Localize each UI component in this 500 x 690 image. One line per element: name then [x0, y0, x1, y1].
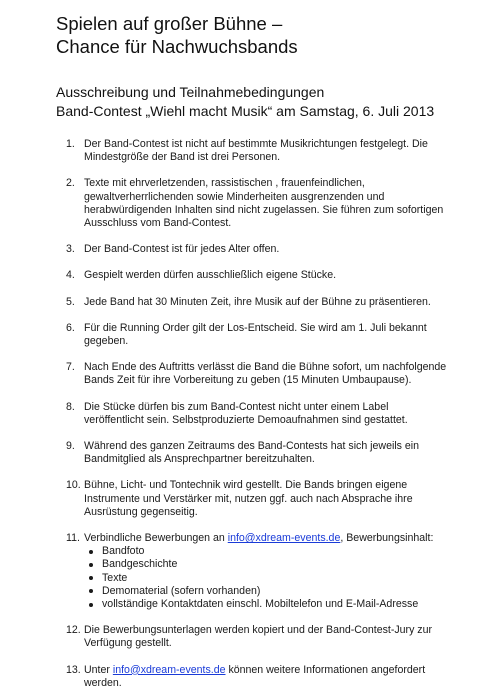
rule-item-10	[66, 479, 456, 519]
rule-text-line	[84, 664, 456, 677]
rule-text-line: Der Band-Contest ist nicht auf bestimmte Musikrichtungen festgelegt. Die	[84, 138, 428, 150]
rule-text-line: gewaltverherrlichenden sowie Minderheiten ausgrenzenden und	[84, 190, 385, 203]
rule-item-2	[66, 177, 456, 230]
rule-text-line: Bühne, Licht- und Tontechnik wird gestellt. Die Bands bringen eigene	[84, 479, 408, 492]
bullet-text: Demomaterial (sofern vorhanden)	[102, 584, 261, 597]
rule-text-line: Texte mit ehrverletzenden, rassistischen , frauenfeindlichen,	[84, 177, 365, 190]
rules-list	[66, 138, 456, 690]
rule-item-13	[66, 664, 456, 690]
rule-item-11	[66, 532, 456, 611]
bullet-item	[84, 545, 456, 558]
rule-text-line: Ausrüstung gegenseitig.	[84, 505, 198, 518]
rule-number: 7.	[66, 361, 75, 374]
rule-number: 2.	[66, 177, 75, 190]
rule-text-line: Instrumente und Verstärker mit, nutzen ggf. auch nach Absprache ihre	[84, 492, 413, 505]
subtitle-line-1: Ausschreibung und Teilnahmebedingungen	[56, 84, 325, 100]
rule-text-line: Jede Band hat 30 Minuten Zeit, ihre Musik auf der Bühne zu präsentieren.	[84, 295, 431, 308]
rule-number: 11.	[66, 532, 80, 545]
email-link[interactable]: info@xdream-events.de	[227, 532, 341, 545]
bullet-text: Texte	[102, 571, 128, 584]
rule-number: 4.	[66, 269, 75, 282]
rule-text-line: Der Band-Contest ist für jedes Alter offen.	[84, 243, 280, 256]
rule-item-4	[66, 269, 456, 282]
rule-number: 9.	[66, 440, 75, 453]
bullet-text: Bandgeschichte	[102, 558, 178, 571]
rule-text-line: Bandmitglied als Ansprechpartner bereitzuhalten.	[84, 453, 315, 466]
rule-number: 3.	[66, 243, 75, 256]
rule-text: Unter	[84, 663, 113, 676]
rule-item-12	[66, 624, 456, 650]
rule-text-line: gegeben.	[84, 335, 129, 348]
rule-text-line: Nach Ende des Auftritts verlässt die Band die Bühne sofort, um nachfolgende	[84, 361, 447, 374]
bullet-item	[84, 585, 456, 598]
rule-item-9	[66, 440, 456, 466]
rule-item-3	[66, 243, 456, 256]
page-title	[56, 12, 298, 58]
rule-item-5	[66, 296, 456, 309]
application-contents-list	[84, 545, 456, 611]
rule-text-line: Während des ganzen Zeitraums des Band-Contests hat sich jeweils ein	[84, 440, 420, 453]
rule-text: können weitere Informationen angefordert	[225, 663, 426, 676]
title-line-2: Chance für Nachwuchsbands	[56, 36, 298, 57]
bullet-text: vollständige Kontaktdaten einschl. Mobiltelefon und E-Mail-Adresse	[102, 598, 419, 611]
rule-text-line: Mindestgröße der Band ist drei Personen.	[84, 151, 281, 164]
title-line-1: Spielen auf großer Bühne –	[56, 13, 283, 34]
rule-number: 10.	[66, 479, 81, 492]
bullet-icon	[89, 576, 93, 580]
rule-text-line	[84, 532, 456, 545]
rule-item-1	[66, 138, 456, 164]
rule-number: 13.	[66, 663, 81, 676]
email-link[interactable]: info@xdream-events.de	[112, 663, 226, 676]
rule-text-line: Die Stücke dürfen bis zum Band-Contest nicht unter einem Label	[84, 400, 389, 413]
rule-number: 1.	[66, 138, 75, 150]
rule-text-line: Ausschluss vom Band-Contest.	[84, 217, 232, 230]
rule-text-line: Bands Zeit für ihre Vorbereitung zu geben (15 Minuten Umbaupause).	[84, 374, 412, 387]
bullet-icon	[89, 550, 93, 554]
page-subtitle	[56, 83, 434, 121]
rule-text-line: Die Bewerbungsunterlagen werden kopiert und der Band-Contest-Jury zur	[84, 624, 433, 637]
bullet-icon	[89, 603, 93, 607]
rule-text: Verbindliche Bewerbungen an	[84, 532, 228, 545]
rule-item-6	[66, 322, 456, 348]
bullet-item	[84, 558, 456, 571]
rule-text-line: werden.	[84, 676, 122, 689]
rule-item-8	[66, 401, 456, 427]
rule-item-7	[66, 361, 456, 387]
rule-number: 6.	[66, 321, 75, 334]
rule-text-line: Verfügung gestellt.	[84, 637, 172, 650]
bullet-item	[84, 572, 456, 585]
rule-number: 8.	[66, 400, 75, 413]
subtitle-line-2: Band-Contest „Wiehl macht Musik“ am Samstag, 6. Juli 2013	[56, 103, 435, 119]
rule-text: , Bewerbungsinhalt:	[340, 532, 434, 545]
bullet-item	[84, 598, 456, 611]
rule-number: 12.	[66, 624, 81, 637]
bullet-icon	[89, 589, 93, 593]
rule-text-line: Für die Running Order gilt der Los-Entscheid. Sie wird am 1. Juli bekannt	[84, 321, 427, 334]
rule-text-line: herabwürdigenden Inhalten sind nicht zugelassen. Sie führen zum sofortigen	[84, 203, 444, 216]
rule-text-line: veröffentlicht sein. Selbstproduzierte Demoaufnahmen sind gestattet.	[84, 413, 408, 426]
rule-text-line: Gespielt werden dürfen ausschließlich eigene Stücke.	[84, 269, 337, 282]
bullet-icon	[89, 563, 93, 567]
rule-number: 5.	[66, 295, 75, 308]
bullet-text: Bandfoto	[102, 545, 145, 558]
